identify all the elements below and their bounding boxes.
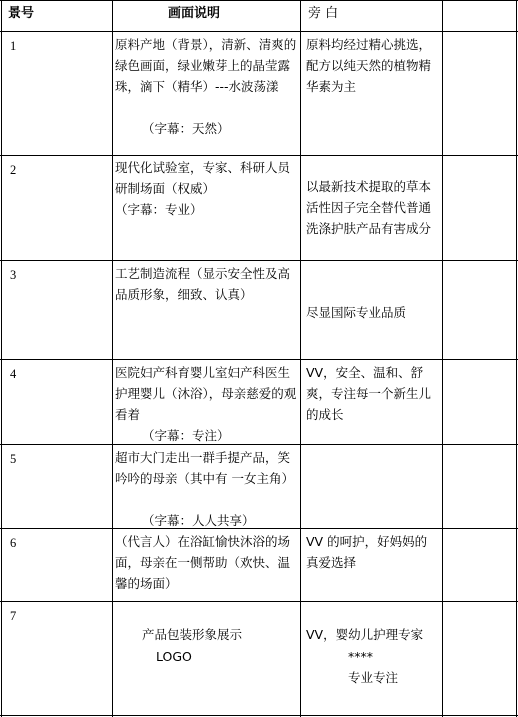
scene-number: 2: [10, 163, 17, 177]
table-border-bottom: [0, 715, 518, 716]
scene-voiceover: 以最新技术提取的草本活性因子完全替代普通洗涤护肤产品有害成分: [306, 179, 432, 236]
scene-caption: （字幕：人人共享）: [142, 513, 255, 528]
scene-description: 原料产地（背景），清新、清爽的绿色画面，绿业嫩芽上的晶莹露珠，滴下（精华）---水波荡漾: [115, 37, 297, 94]
row-divider: [0, 359, 518, 360]
scene-number: 5: [10, 452, 17, 466]
row-divider: [0, 31, 518, 32]
scene-caption: （字幕：专注）: [142, 428, 230, 443]
table-border-top: [0, 0, 518, 1]
scene-voiceover: VV，安全、温和、舒爽，专注每一个新生儿的成长: [306, 365, 432, 422]
scene-voiceover: 尽显国际专业品质: [306, 305, 407, 320]
scene-voiceover: VV，婴幼儿护理专家: [306, 627, 424, 642]
row-divider: [0, 601, 518, 602]
scene-description: 超市大门走出一群手提产品，笑吟吟的母亲（其中有 一女主角）: [115, 450, 294, 486]
row-divider: [0, 155, 518, 156]
voiceover-tagline: 专业专注: [348, 670, 399, 685]
logo-label: LOGO: [156, 649, 192, 664]
scene-description: （代言人）在浴缸愉快沐浴的场面，母亲在一侧帮助（欢快、温馨的场面）: [115, 534, 291, 591]
scene-voiceover: VV 的呵护，好妈妈的真爱选择: [306, 534, 428, 570]
header-scene-number: 景号: [8, 6, 35, 21]
scene-voiceover: 原料均经过精心挑选，配方以纯天然的植物精华素为主: [306, 37, 432, 94]
row-divider: [0, 260, 518, 261]
header-scene-description: 画面说明: [168, 6, 221, 21]
scene-number: 6: [10, 536, 17, 550]
scene-caption: （字幕：天然）: [142, 121, 230, 136]
header-voiceover: 旁 白: [308, 6, 339, 21]
scene-description: 医院妇产科育婴儿室妇产科医生护理婴儿（沐浴），母亲慈爱的观看着: [115, 365, 297, 422]
scene-number: 7: [10, 609, 17, 623]
scene-number: 4: [10, 367, 17, 381]
scene-description: 工艺制造流程（显示安全性及高品质形象，细致、认真）: [115, 266, 291, 302]
scene-number: 1: [10, 39, 17, 53]
scene-description: 产品包装形象展示: [142, 627, 243, 642]
scene-caption: （字幕：专业）: [115, 202, 203, 217]
scene-number: 3: [10, 268, 17, 282]
voiceover-stars: ****: [348, 649, 373, 664]
scene-description: 现代化试验室，专家、科研人员研制场面（权威）: [115, 160, 291, 196]
